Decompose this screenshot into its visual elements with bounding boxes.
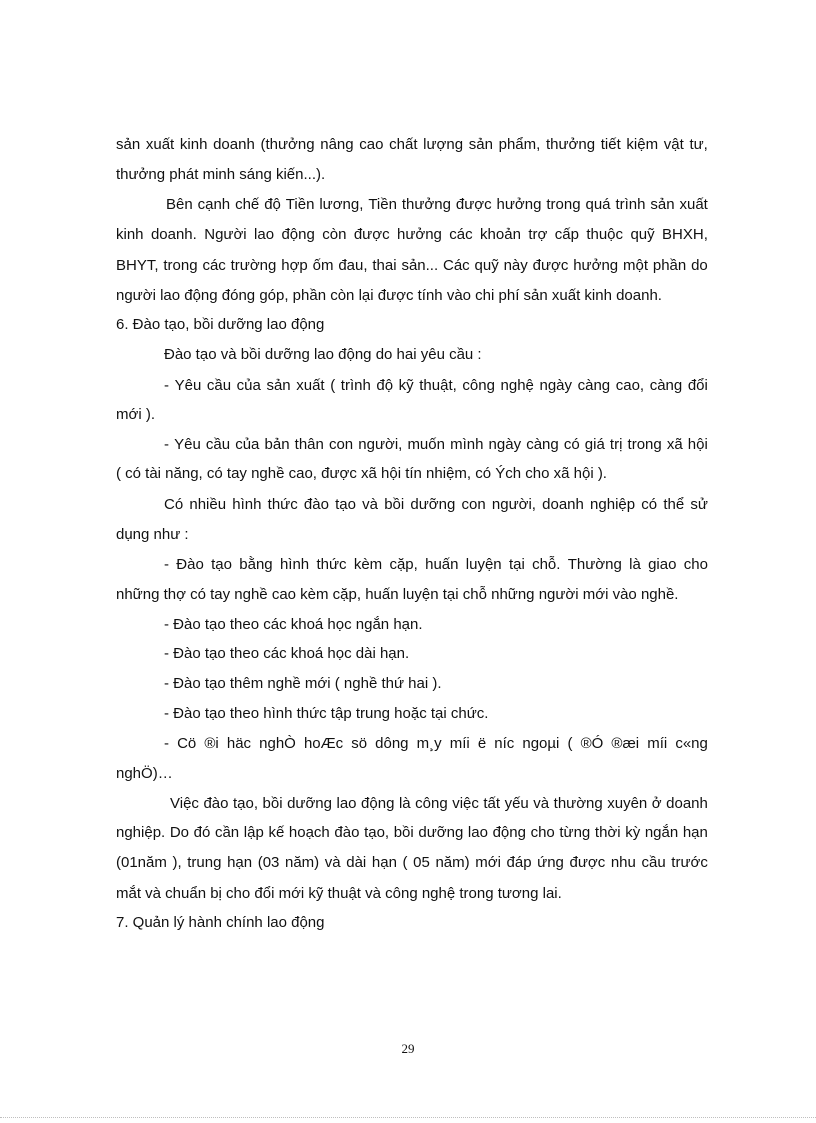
- word: càng: [577, 377, 611, 394]
- word: các: [202, 257, 226, 274]
- word: sản: [468, 136, 493, 153]
- word: trung: [187, 854, 222, 871]
- word: nhiều: [189, 496, 227, 513]
- word: thuật,: [419, 377, 457, 394]
- word: quỹ: [630, 226, 655, 243]
- word: càng: [526, 436, 559, 453]
- word: một: [622, 257, 648, 274]
- word: được: [569, 854, 606, 871]
- word: chế: [235, 196, 260, 213]
- word: chất: [389, 136, 418, 153]
- word: hưởng: [396, 226, 442, 243]
- text-line: thưởng phát minh sáng kiến...).: [116, 166, 326, 183]
- word: ®Ó: [580, 735, 604, 752]
- word: nghệ: [500, 377, 534, 394]
- word: kỳ: [625, 824, 641, 841]
- word: động: [361, 795, 395, 812]
- word: được: [532, 257, 569, 274]
- list-item: - Đào tạo theo các khoá học ngắn hạn.: [164, 616, 423, 633]
- word: xã: [666, 436, 683, 453]
- word: sö: [351, 735, 368, 752]
- text-line: [166, 195, 708, 215]
- word: giá: [584, 436, 605, 453]
- word: Có: [164, 496, 184, 513]
- word: cho: [683, 556, 708, 573]
- text-line: [116, 256, 708, 276]
- word: đào: [334, 824, 360, 841]
- word: cầu: [206, 377, 232, 394]
- page-bottom-divider: [0, 1117, 816, 1118]
- word: xuất: [145, 136, 175, 153]
- text-line: [116, 135, 708, 155]
- word: do: [691, 257, 708, 274]
- text-line: mới ).: [116, 406, 155, 423]
- word: 05: [413, 854, 430, 871]
- word: các: [449, 226, 473, 243]
- word: bồi: [262, 795, 283, 812]
- word: từng: [559, 824, 591, 841]
- word: kèm: [353, 556, 383, 573]
- word: häc: [226, 735, 252, 752]
- word: đổi: [687, 377, 708, 394]
- word: là: [398, 795, 411, 812]
- word: thuộc: [586, 226, 624, 243]
- word: trình: [615, 196, 646, 213]
- word: năm): [285, 854, 320, 871]
- word: míi: [647, 735, 668, 752]
- word: kế: [268, 824, 285, 841]
- word: còn: [322, 226, 347, 243]
- word: trường: [230, 257, 277, 274]
- word: ë: [477, 735, 487, 752]
- word: Tiền: [285, 196, 315, 213]
- word: lao: [336, 795, 357, 812]
- word: trước: [671, 854, 708, 871]
- text-line: [164, 555, 708, 575]
- word: ®i: [204, 735, 219, 752]
- word: tiết: [600, 136, 621, 153]
- word: lập: [243, 824, 264, 841]
- word: đào: [303, 496, 329, 513]
- word: xuyên: [607, 795, 648, 812]
- word: dài: [346, 854, 367, 871]
- word: níc: [494, 735, 515, 752]
- word: sản: [650, 196, 675, 213]
- word: thưởng: [545, 136, 596, 153]
- word: lao: [467, 824, 488, 841]
- word: lao: [254, 226, 275, 243]
- word: độ: [376, 377, 394, 394]
- word: huấn: [425, 556, 459, 573]
- word: Việc: [170, 795, 199, 812]
- word: hội: [687, 436, 708, 453]
- word: có: [641, 496, 658, 513]
- word: cầu: [641, 854, 666, 871]
- word: thời: [594, 824, 621, 841]
- word: con: [328, 436, 354, 453]
- word: Tiền: [368, 196, 397, 213]
- word: và: [533, 795, 550, 812]
- word: dưỡng: [418, 824, 464, 841]
- word: động: [281, 226, 315, 243]
- word: Đào: [176, 556, 204, 573]
- word: Bên: [166, 196, 193, 213]
- word: (03: [257, 854, 280, 871]
- word: bồi: [384, 496, 405, 513]
- list-item: - Đào tạo theo hình thức tập trung hoặc tại chức.: [164, 705, 489, 722]
- word: cặp,: [389, 556, 418, 573]
- word: và: [362, 496, 379, 513]
- word: ngoµi: [522, 735, 560, 752]
- word: thức: [316, 556, 347, 573]
- word: Người: [204, 226, 247, 243]
- word: cầu: [205, 436, 231, 453]
- text-line: [164, 734, 708, 754]
- word: trị: [609, 436, 623, 453]
- section-heading: 6. Đào tạo, bồi dưỡng lao động: [116, 316, 325, 333]
- word: ),: [172, 854, 182, 871]
- word: ngày: [488, 436, 522, 453]
- text-line: những thợ có tay nghề cao kèm cặp, huấn luyện tại chỗ những người mới vào nghề.: [116, 586, 679, 603]
- word: Do: [169, 824, 190, 841]
- word: yếu: [504, 795, 529, 812]
- word: của: [236, 377, 261, 394]
- word: dưỡng: [287, 795, 332, 812]
- word: xuất: [296, 377, 325, 394]
- word: doanh: [666, 795, 708, 812]
- word: chỗ.: [532, 556, 561, 573]
- word: Yêu: [174, 436, 201, 453]
- section-heading: 7. Quản lý hành chính lao động: [116, 914, 325, 931]
- word: thức: [267, 496, 298, 513]
- word: ở: [651, 795, 662, 812]
- text-line: [164, 435, 708, 455]
- word: lương,: [319, 196, 364, 213]
- word: nâng: [320, 136, 354, 153]
- word: (: [330, 377, 336, 394]
- word: đáp: [506, 854, 532, 871]
- word: được: [353, 226, 390, 243]
- word: cạnh: [197, 196, 231, 213]
- word: (01năm: [116, 854, 167, 871]
- word: đau,: [338, 257, 368, 274]
- word: mới: [475, 854, 501, 871]
- word: sản: [266, 377, 291, 394]
- word: tạo: [211, 556, 232, 573]
- word: năm): [435, 854, 470, 871]
- word: này: [503, 257, 528, 274]
- word: nghiệp: [590, 496, 636, 513]
- word: thai: [372, 257, 397, 274]
- word: có: [563, 436, 580, 453]
- word: doanh: [542, 496, 584, 513]
- word: Yêu: [174, 377, 202, 394]
- word: hưởng: [496, 196, 542, 213]
- word: -: [164, 377, 169, 394]
- list-item: - Đào tạo theo các khoá học dài hạn.: [164, 645, 410, 662]
- word: m¸y: [416, 735, 442, 752]
- word: sản...: [401, 257, 439, 274]
- word: nhu: [610, 854, 636, 871]
- word: doanh: [213, 136, 255, 153]
- word: luyện: [465, 556, 502, 573]
- word: cho: [530, 824, 555, 841]
- word: là: [629, 556, 641, 573]
- text-line: mắt và chuẩn bị cho đổi mới kỹ thuật và công nghệ trong tương lai.: [116, 885, 562, 902]
- word: trong: [546, 196, 581, 213]
- word: BHYT,: [116, 257, 159, 274]
- text-line: ( có tài năng, có tay nghề cao, được xã hội tín nhiệm, có Ých cho xã hội ).: [116, 465, 607, 482]
- word: tạo: [335, 496, 356, 513]
- word: dông: [375, 735, 409, 752]
- word: sản: [116, 136, 141, 153]
- word: bồi: [393, 824, 414, 841]
- word: lượng: [423, 136, 464, 153]
- word: cần: [214, 824, 240, 841]
- text-line: Đào tạo và bồi dưỡng lao động do hai yêu cầu :: [164, 346, 482, 363]
- word: doanh.: [150, 226, 197, 243]
- word: quỹ: [474, 257, 499, 274]
- word: tại: [508, 556, 525, 573]
- word: công: [462, 377, 495, 394]
- word: cao,: [615, 377, 645, 394]
- word: và: [324, 854, 341, 871]
- word: người,: [358, 436, 403, 453]
- word: giao: [648, 556, 677, 573]
- word: muốn: [407, 436, 445, 453]
- word: được: [455, 196, 492, 213]
- word: Thường: [567, 556, 622, 573]
- word: nghÒ: [259, 735, 296, 752]
- page-number: 29: [401, 1041, 415, 1056]
- word: đào: [203, 795, 229, 812]
- text-line: [170, 794, 708, 814]
- word: c«ng: [675, 735, 708, 752]
- word: trợ: [528, 226, 548, 243]
- word: trong: [163, 257, 198, 274]
- word: ốm: [312, 257, 334, 274]
- word: của: [235, 436, 260, 453]
- word: ngày: [539, 377, 573, 394]
- word: trình: [340, 377, 371, 394]
- word: hình: [232, 496, 262, 513]
- word: -: [164, 556, 169, 573]
- word: (: [567, 735, 573, 752]
- text-line: [164, 376, 708, 396]
- word: hạn: [371, 854, 397, 871]
- text-line: [116, 853, 708, 873]
- word: hợp: [281, 257, 308, 274]
- word: hưởng: [573, 257, 619, 274]
- word: -: [164, 436, 169, 453]
- word: tạo,: [232, 795, 259, 812]
- text-line: người lao động đóng góp, phần còn lại được tính vào chi phí sản xuất kinh doanh.: [116, 287, 662, 304]
- word: hoạch: [288, 824, 330, 841]
- word: tư,: [689, 136, 708, 153]
- text-line: nghÖ)…: [116, 765, 173, 782]
- word: phẩm,: [498, 136, 541, 153]
- word: thường: [553, 795, 603, 812]
- word: dưỡng: [410, 496, 456, 513]
- word: sử: [690, 496, 708, 513]
- word: công: [415, 795, 448, 812]
- word: bằng: [239, 556, 273, 573]
- word: hoÆc: [303, 735, 344, 752]
- word: kinh: [179, 136, 208, 153]
- word: (: [402, 854, 408, 871]
- word: động: [492, 824, 526, 841]
- word: ứng: [537, 854, 564, 871]
- text-line: [116, 823, 708, 843]
- word: ngắn: [644, 824, 679, 841]
- text-line: dụng như :: [116, 526, 189, 543]
- word: quá: [585, 196, 611, 213]
- word: bản: [264, 436, 290, 453]
- word: xuất: [679, 196, 708, 213]
- word: míi: [449, 735, 470, 752]
- word: cấp: [554, 226, 579, 243]
- text-line: [116, 225, 708, 245]
- text-line: [164, 495, 708, 515]
- word: kỹ: [398, 377, 414, 394]
- word: nghiệp.: [116, 824, 166, 841]
- word: hình: [279, 556, 310, 573]
- word: thân: [294, 436, 324, 453]
- word: hạn: [682, 824, 708, 841]
- word: (thưởng: [260, 136, 315, 153]
- word: thưởng: [401, 196, 451, 213]
- word: thể: [663, 496, 685, 513]
- list-item: - Đào tạo thêm nghề mới ( nghề thứ hai ).: [164, 675, 442, 692]
- word: khoản: [480, 226, 521, 243]
- word: -: [164, 735, 169, 752]
- word: trong: [627, 436, 662, 453]
- word: mình: [450, 436, 484, 453]
- word: con: [461, 496, 486, 513]
- word: tất: [483, 795, 501, 812]
- word: hạn: [227, 854, 253, 871]
- word: ®æi: [611, 735, 640, 752]
- word: đó: [193, 824, 211, 841]
- word: cao: [359, 136, 384, 153]
- word: vật: [663, 136, 684, 153]
- word: người,: [491, 496, 536, 513]
- word: Cö: [177, 735, 197, 752]
- word: kiệm: [626, 136, 659, 153]
- word: BHXH,: [662, 226, 708, 243]
- word: kinh: [116, 226, 144, 243]
- word: Các: [442, 257, 470, 274]
- word: tạo,: [364, 824, 390, 841]
- word: phần: [652, 257, 687, 274]
- word: càng: [649, 377, 683, 394]
- word: việc: [452, 795, 479, 812]
- word: độ: [264, 196, 281, 213]
